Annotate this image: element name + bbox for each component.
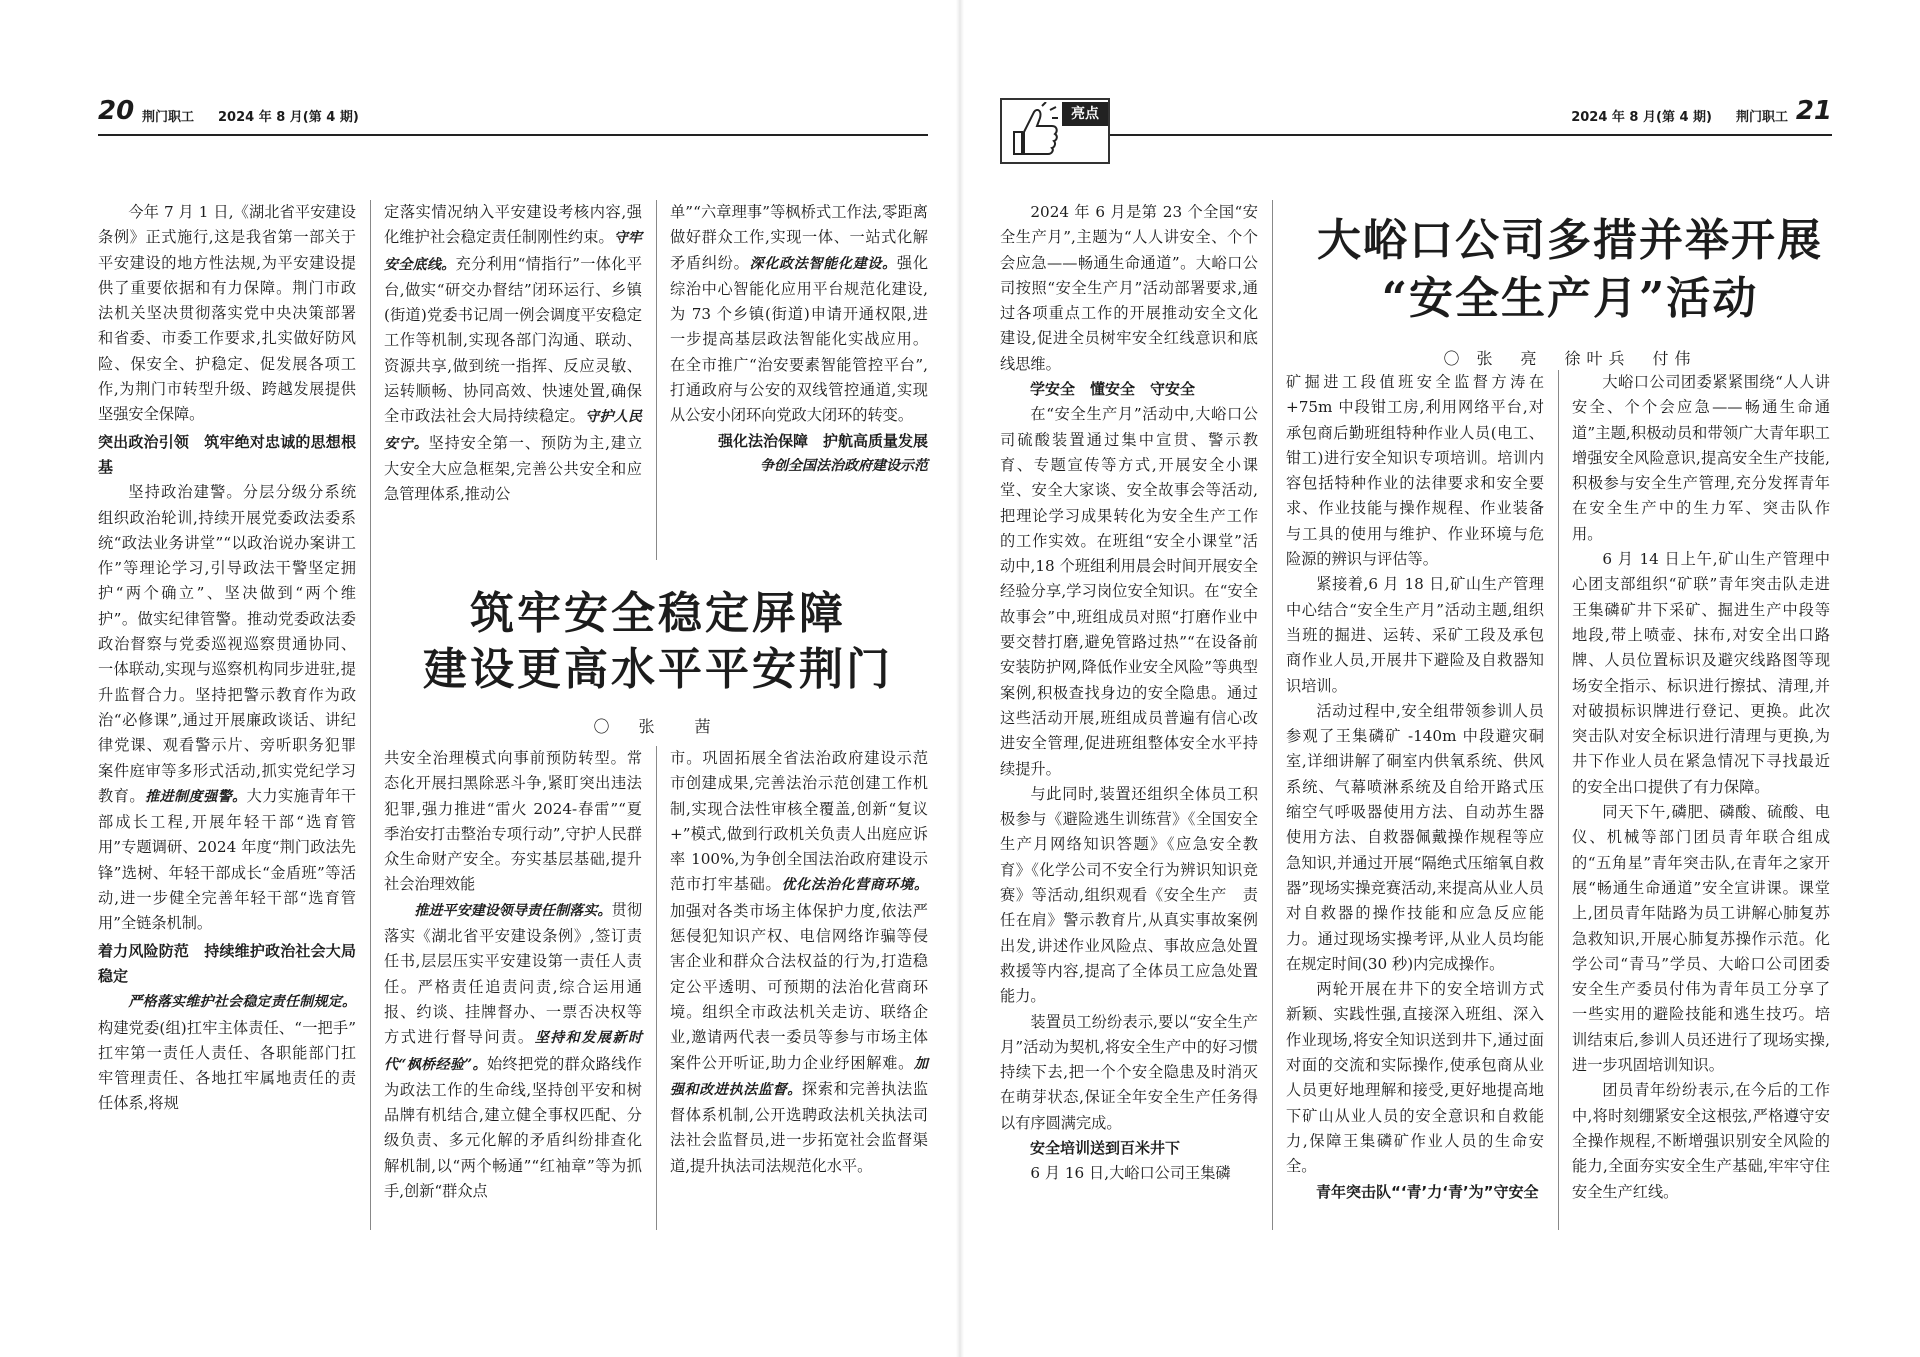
paragraph [98, 989, 356, 1116]
paragraph [384, 898, 642, 1205]
column-divider [370, 200, 371, 1230]
text-run: 坚持政治建警。分层分级分系统组织政治轮训,持续开展党委政法委系统“政法业务讲堂”“以政治说办案讲工作”等理论学习,引导政法干警坚定拥护“两个确立”、坚决做到“两个维护”。做实纪律管警。推动党委政法委政治督察与党委巡视巡察贯通协同、一体联动,实现与巡察机构同步进驻,提升监督合力。坚持把警示教育作为政治“必修课”,通过开展廉政谈话、讲纪律党课、观看警示片、旁听职务犯罪案件庭审等多形式活动,抓实党纪学习教育。 [98, 483, 356, 805]
text-run: 定落实情况纳入平安建设考核内容,强化维护社会稳定责任制刚性约束。 [384, 203, 642, 247]
right-article-column-1 [1000, 200, 1258, 1187]
paragraph: 共安全治理模式向事前预防转型。常态化开展扫黑除恶斗争,紧盯突出违法犯罪,强力推进“雷火 2024-春雷”“夏季治安打击整治专项行动”,守护人民群众生命财产安全。夯实基层基础,提升社会治理效能 [384, 749, 642, 894]
column-divider [1272, 200, 1273, 1230]
paragraph: 两轮开展在井下的安全培训方式新颖、实践性强,直接深入班组、深入作业现场,将安全知识送到井下,通过面对面的交流和实际操作,使承包商从业人员更好地理解和接受,更好地提高地下矿山从业人员的安全意识和自救能力,保障王集磷矿作业人员的生命安全。 [1286, 980, 1544, 1176]
column-divider [656, 200, 657, 560]
text-run: 单”“六章理事”等枫桥式工作法,零距离做好群众工作,实现一体、一站式化解矛盾纠纷。 [670, 203, 928, 272]
paragraph: 矿掘进工段值班安全监督方涛在 +75m 中段钳工房,利用网络平台,对承包商后勤班组特种作业人员(电工、钳工)进行安全知识专项培训。培训内容包括特种作业的法律要求和安全要求、作业技能与操作规程、作业装备与工具的使用与维护、作业环境与危险源的辨识与评估等。 [1286, 373, 1544, 569]
keyword: 推进平安建设领导责任制落实。 [414, 902, 612, 919]
right-page-header [1000, 92, 1832, 136]
text-run: 贯彻落实《湖北省平安建设条例》,签订责任书,层层压实平安建设第一责任人责任。严格责任追责问责,综合运用通报、约谈、挂牌督办、一票否决权等方式进行督导问责。 [384, 900, 643, 1047]
left-article-column-2-bottom [384, 746, 642, 1204]
paragraph [670, 746, 928, 1179]
section-heading: 着力风险防范 持续维护政治社会大局稳定 [98, 941, 356, 985]
paragraph [98, 480, 356, 936]
text-run: 市。巩固拓展全省法治政府建设示范市创建成果,完善法治示范创建工作机制,实现合法性审核全覆盖,创新“复议 +”模式,做到行政机关负责人出庭应诉率 100%,为争创全国法治政府建设示范市打牢基础。 [670, 749, 928, 894]
paragraph: 装置员工纷纷表示,要以“安全生产月”活动为契机,将安全生产中的好习惯持续下去,把一个个安全隐患及时消灭在萌芽状态,保证全年安全生产任务得以有序圆满完成。 [1000, 1012, 1258, 1132]
right-article-title-block [1300, 212, 1840, 369]
section-badge [1000, 98, 1110, 164]
paragraph [384, 200, 642, 508]
right-article-column-3 [1572, 370, 1830, 1205]
left-article-title-block [388, 586, 928, 737]
section-heading: 强化法治保障 护航高质量发展 [717, 431, 928, 450]
text-run: 强化综治中心智能化应用平台规范化建设,为 73 个乡镇(街道)申请开通权限,进一步提高基层政法智能化实战应用。在全市推广“治安要素智能管控平台”,打通政府与公安的双线管控通道,实现从公安小闭环向党政大闭环的转变。 [670, 253, 929, 425]
keyword: 坚持和发展新时代“枫桥经验”。 [384, 1030, 643, 1073]
page-number: 20 [98, 96, 135, 126]
paragraph [670, 200, 928, 429]
right-article-column-2 [1286, 370, 1544, 1205]
keyword: 优化法治化营商环境。 [781, 877, 929, 894]
section-heading: 安全培训送到百米井下 [1030, 1138, 1181, 1157]
section-tag: 亮点 [1062, 102, 1108, 126]
publication-name: 荆门职工 [142, 110, 195, 125]
keyword: 深化政法智能化建设。 [749, 255, 897, 272]
article-title-line-1: 大峪口公司多措并举开展 [1317, 215, 1823, 266]
page-gutter [956, 0, 964, 1357]
column-divider [656, 746, 657, 1230]
paragraph: 大峪口公司团委紧紧围绕“人人讲安全、个个会应急——畅通生命通道”主题,积极动员和带领广大青年职工增强安全风险意识,提高安全生产技能,积极参与安全生产管理,充分发挥青年在安全生产中的生力军、突击队作用。 [1572, 373, 1830, 543]
page-number: 21 [1795, 96, 1832, 126]
text-run: 加强对各类市场主体保护力度,依法严惩侵犯知识产权、电信网络诈骗等侵害企业和群众合法权益的行为,打造稳定公平透明、可预期的法治化营商环境。组织全市政法机关走访、联络企业,邀请两代表一委员等参与市场主体案件公开听证,助力企业纾困解难。 [670, 901, 928, 1072]
text-run: 坚持安全第一、预防为主,建立大安全大应急框架,完善公共安全和应急管理体系,推动公 [384, 433, 643, 504]
left-article-column-3-top [670, 200, 928, 479]
paragraph: 6 月 16 日,大峪口公司王集磷 [1030, 1164, 1231, 1183]
paragraph: 今年 7 月 1 日,《湖北省平安建设条例》正式施行,这是我省第一部关于平安建设的地方性法规,为平安建设提供了重要依据和有力保障。荆门市政法机关坚决贯彻落实党中央决策部署和省委、市委工作要求,扎实做好防风险、保安全、护稳定、促发展各项工作,为荆门市转型升级、跨越发展提供坚强安全保障。 [98, 203, 356, 424]
section-heading: 学安全 懂安全 守安全 [1030, 380, 1196, 399]
text-run: 大力实施青年干部成长工程,开展年轻干部“选育管用”专题调研、2024 年度“荆门政法先锋”选树、年轻干部成长“金盾班”等活动,进一步健全完善年轻干部“选育管用”全链条机制。 [98, 786, 357, 933]
issue-date: 2024 年 8 月(第 4 期) [218, 110, 359, 125]
text-run: 构建党委(组)扛牢主体责任、“一把手” 扛牢第一责任人责任、各职能部门扛牢管理责任、各地扛牢属地责任的责任体系,将规 [98, 1018, 356, 1113]
paragraph: 在“安全生产月”活动中,大峪口公司硫酸装置通过集中宣贯、警示教育、专题宣传等方式,开展安全小课堂、安全大家谈、安全故事会等活动,把理论学习成果转化为安全生产工作的工作实效。在班组“安全小课堂”活动中,18 个班组利用晨会时间开展安全经验分享,学习岗位安全知识。在“安全故事会”中,班组成员对照“打磨作业中要交替打磨,避免管路过热”“在设备前安装防护网,降低作业安全风险”等典型案例,积极查找身边的安全隐患。通过这些活动开展,班组成员普遍有信心改进安全管理,促进班组整体安全水平持续提升。 [1000, 405, 1258, 778]
keyword-line: 争创全国法治政府建设示范 [760, 457, 928, 474]
issue-date: 2024 年 8 月(第 4 期) [1571, 110, 1712, 125]
text-run: 探索和完善执法监督体系机制,公开选聘政法机关执法司法社会监督员,进一步拓宽社会监督渠道,提升执法司法规范化水平。 [670, 1079, 928, 1175]
paragraph: 紧接着,6 月 18 日,矿山生产管理中心结合“安全生产月”活动主题,组织当班的掘进、运转、采矿工段及承包商作业人员,开展井下避险及自救器知识培训。 [1286, 575, 1544, 695]
paragraph: 团员青年纷纷表示,在今后的工作中,将时刻绷紧安全这根弦,严格遵守安全操作规程,不断增强识别安全风险的能力,全面夯实安全生产基础,牢牢守住安全生产红线。 [1572, 1081, 1830, 1201]
paragraph: 与此同时,装置还组织全体员工积极参与《避险逃生训练营》《全国安全生产月网络知识答题》《应急安全教育》《化学公司不安全行为辨识知识竞赛》等活动,组织观看《安全生产 责任在肩》警示教育片,从真实事故案例出发,讲述作业风险点、事故应急处置救援等内容,提高了全体员工应急处置能力。 [1000, 784, 1258, 1006]
thumbs-up-icon [1006, 102, 1062, 160]
left-article-column-1 [98, 200, 356, 1117]
article-title-line-2: “安全生产月”活动 [1381, 273, 1759, 324]
keyword: 守护人民安宁。 [384, 409, 643, 452]
keyword: 加强和改进执法监督。 [670, 1055, 928, 1098]
article-author: 〇 张 亮 徐叶兵 付伟 [1443, 349, 1697, 368]
section-heading: 突出政治引领 筑牢绝对忠诚的思想根基 [98, 432, 356, 476]
text-run: 充分利用“情指行”一体化平台,做实“研交办督结”闭环运行、乡镇(街道)党委书记周一例会调度平安稳定工作等机制,实现各部门沟通、联动、资源共享,做到统一指挥、反应灵敏、运转顺畅、协同高效、快速处置,确保全市政法社会大局持续稳定。 [384, 254, 643, 426]
keyword: 守牢安全底线。 [384, 230, 643, 273]
article-title-line-2: 建设更高水平平安荆门 [423, 644, 893, 695]
left-page-header [98, 92, 928, 136]
paragraph: 活动过程中,安全组带领参训人员参观了王集磷矿 -140m 中段避灾硐室,详细讲解了硐室内供氧系统、供风系统、气幕喷淋系统及自给开路式压缩空气呼吸器使用方法、自动苏生器使用方法、自救器佩戴操作规程等应急知识,并通过开展“隔绝式压缩氧自救器”现场实操竞赛活动,来提高从业人员对自救器的操作技能和应急反应能力。通过现场实操考评,从业人员均能在规定时间(30 秒)内完成操作。 [1286, 701, 1544, 973]
section-heading: 青年突击队“‘青’力‘青’为”守安全 [1316, 1182, 1539, 1201]
paragraph: 6 月 14 日上午,矿山生产管理中心团支部组织“矿联”青年突击队走进王集磷矿井下采矿、掘进生产中段等地段,带上喷壶、抹布,对安全出口路牌、人员位置标识及避灾线路图等现场安全指示、标识进行擦拭、清理,并对破损标识牌进行登记、更换。此次突击队对安全标识进行清理与更换,为井下作业人员在紧急情况下寻找最近的安全出口提供了有力保障。 [1572, 550, 1830, 796]
paragraph: 2024 年 6 月是第 23 个全国“安全生产月”,主题为“人人讲安全、个个会应急——畅通生命通道”。大峪口公司按照“安全生产月”活动部署要求,通过各项重点工作的开展推动安全文化建设,促进全员树牢安全红线意识和底线思维。 [1000, 203, 1258, 373]
text-run: 始终把党的群众路线作为政法工作的生命线,坚持创平安和树品牌有机结合,建立健全事权匹配、分级负责、多元化解的矛盾纠纷排查化解机制,以“两个畅通”“红袖章”等为抓手,创新“群众点 [384, 1054, 642, 1201]
keyword: 推进制度强警。 [145, 788, 247, 805]
left-article-column-3-bottom [670, 746, 928, 1179]
article-author: 〇 张 茜 [593, 717, 723, 736]
keyword: 严格落实维护社会稳定责任制规定。 [128, 994, 356, 1011]
publication-name: 荆门职工 [1735, 110, 1788, 125]
article-title-line-1: 筑牢安全稳定屏障 [470, 588, 846, 639]
column-divider [1558, 370, 1559, 1230]
paragraph: 同天下午,磷肥、磷酸、硫酸、电仪、机械等部门团员青年联合组成的“五角星”青年突击队,在青年之家开展“畅通生命通道”安全宣讲课。课堂上,团员青年陆路为员工讲解心肺复苏急救知识,开展心肺复苏操作示范。化学公司“青马”学员、大峪口公司团委安全生产委员付伟为青年员工分享了一些实用的避险技能和逃生技巧。培训结束后,参训人员还进行了现场实操,进一步巩固培训知识。 [1572, 803, 1830, 1075]
left-article-column-2-top [384, 200, 642, 508]
